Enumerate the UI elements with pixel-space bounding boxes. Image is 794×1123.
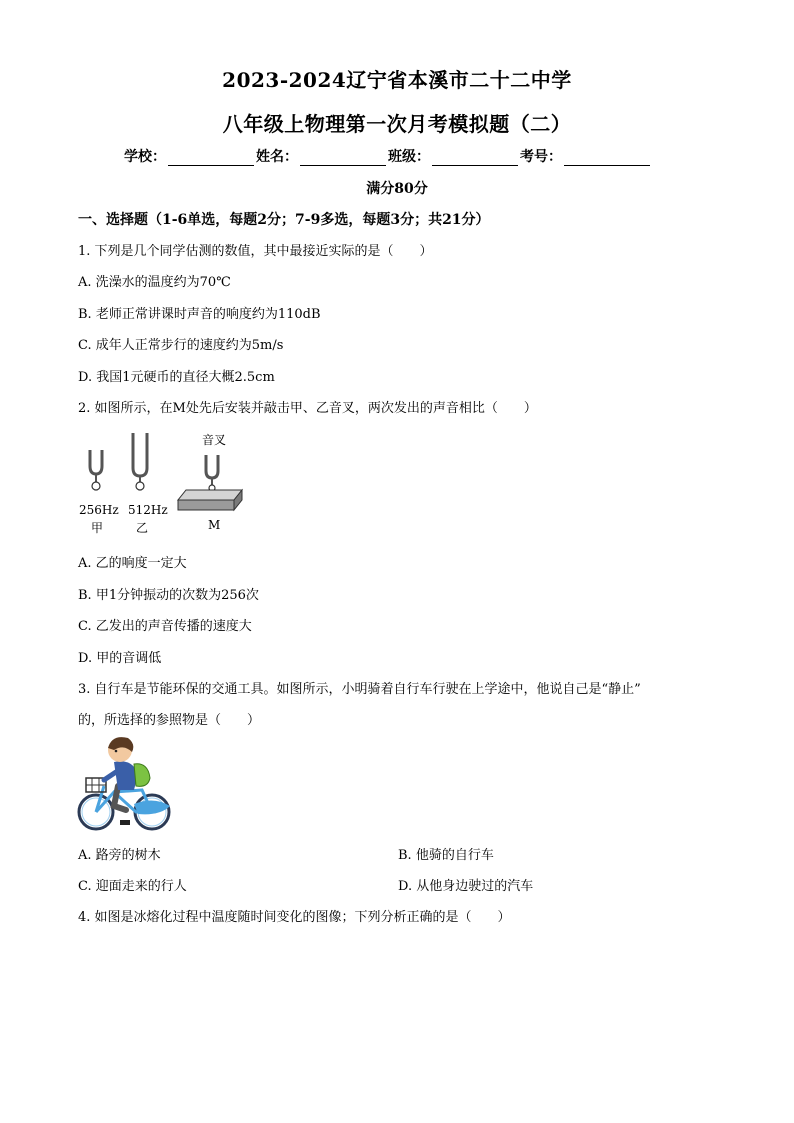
q1-stem: 1. 下列是几个同学估测的数值，其中最接近实际的是（ ） [78, 244, 433, 259]
q2-stem: 2. 如图所示，在M处先后安装并敲击甲、乙音叉，两次发出的声音相比（ ） [78, 401, 537, 416]
q3-option-b: B. 他骑的自行车 [398, 848, 494, 863]
resonance-box-icon [178, 490, 242, 510]
exam-number-label: 考号： [520, 149, 562, 165]
name-label: 姓名： [256, 149, 298, 165]
tuning-fork-yi-icon [133, 433, 147, 490]
q3-option-a: A. 路旁的树木 [78, 848, 161, 863]
q2-option-d: D. 甲的音调低 [78, 651, 162, 666]
exam-title-line1: 2023-2024辽宁省本溪市二十二中学 [222, 68, 572, 92]
fork-jia-frequency: 256Hz [79, 503, 119, 517]
exam-number-blank[interactable] [564, 151, 650, 166]
block-m-label: M [208, 518, 221, 532]
q3-option-d: D. 从他身边驶过的汽车 [398, 879, 534, 894]
q1-option-c: C. 成年人正常步行的速度约为5m/s [78, 338, 284, 353]
name-blank[interactable] [300, 151, 386, 166]
q1-option-b: B. 老师正常讲课时声音的响度约为110dB [78, 307, 321, 322]
q1-option-a: A. 洗澡水的温度约为70℃ [78, 275, 231, 290]
section-heading-choice: 一、选择题（1-6单选，每题2分；7-9多选，每题3分；共21分） [78, 212, 490, 228]
q2-option-a: A. 乙的响度一定大 [78, 556, 187, 571]
q4-stem: 4. 如图是冰熔化过程中温度随时间变化的图像；下列分析正确的是（ ） [78, 910, 511, 925]
q3-stem-line1: 3. 自行车是节能环保的交通工具。如图所示，小明骑着自行车行驶在上学途中，他说自己是“静止” [78, 682, 641, 697]
q2-option-c: C. 乙发出的声音传播的速度大 [78, 619, 252, 634]
fork-jia-name: 甲 [91, 521, 104, 535]
fork-yi-name: 乙 [136, 521, 149, 535]
q3-option-c: C. 迎面走来的行人 [78, 879, 187, 894]
q3-stem-line2: 的，所选择的参照物是（ ） [78, 713, 261, 728]
student-info-row [124, 146, 652, 166]
class-label: 班级： [388, 149, 430, 165]
q1-option-d: D. 我国1元硬币的直径大概2.5cm [78, 370, 275, 385]
class-blank[interactable] [432, 151, 518, 166]
school-label: 学校： [124, 149, 166, 165]
q2-option-b: B. 甲1分钟振动的次数为256次 [78, 588, 259, 603]
fork-yi-frequency: 512Hz [128, 503, 168, 517]
school-blank[interactable] [168, 151, 254, 166]
exam-title-line2: 八年级上物理第一次月考模拟题（二） [222, 112, 572, 136]
cyclist-figure [74, 734, 176, 836]
tuning-fork-jia-icon [90, 450, 102, 490]
fork-label: 音叉 [202, 433, 227, 447]
tuning-fork-on-block-icon [206, 455, 218, 491]
tuning-fork-figure [74, 428, 254, 538]
total-score: 满分80分 [366, 181, 428, 197]
